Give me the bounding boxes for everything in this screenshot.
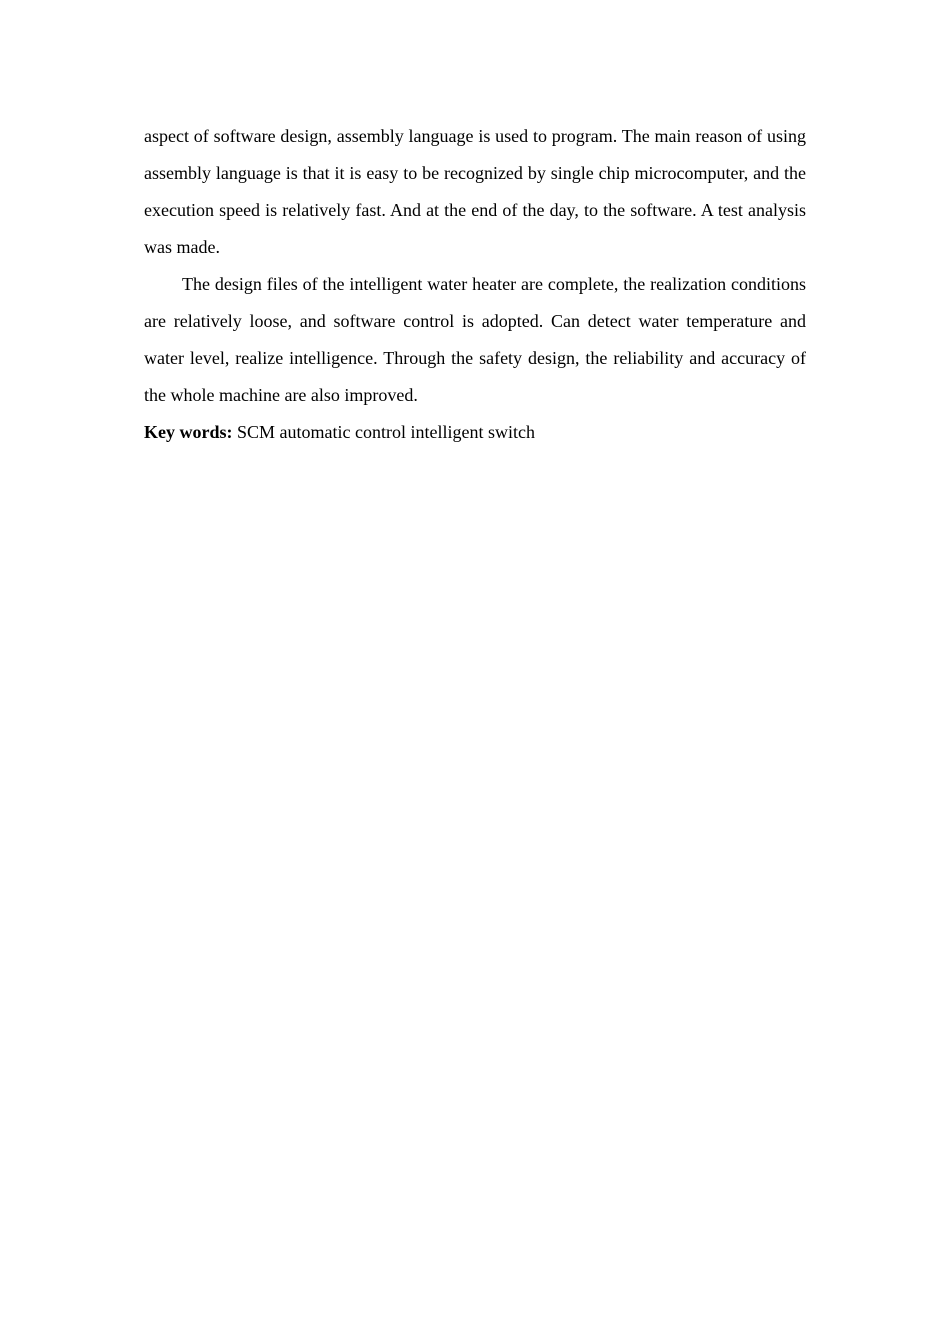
abstract-body (144, 118, 806, 451)
keywords-text: SCM automatic control intelligent switch (237, 422, 535, 442)
keywords-label: Key words: (144, 422, 233, 442)
abstract-paragraph: The design files of the intelligent water heater are complete, the realization conditions are relatively loose, and software control is adopted. Can detect water temperature and water level, realize intelligence. Through the safety design, the reliability and accuracy of the whole machine are also improved. (144, 274, 806, 405)
abstract-paragraph-continued: aspect of software design, assembly language is used to program. The main reason of using assembly language is that it is easy to be recognized by single chip microcomputer, and the execution speed is relatively fast. And at the end of the day, to the software. A test analysis was made. (144, 126, 806, 257)
keywords-line (144, 414, 806, 451)
